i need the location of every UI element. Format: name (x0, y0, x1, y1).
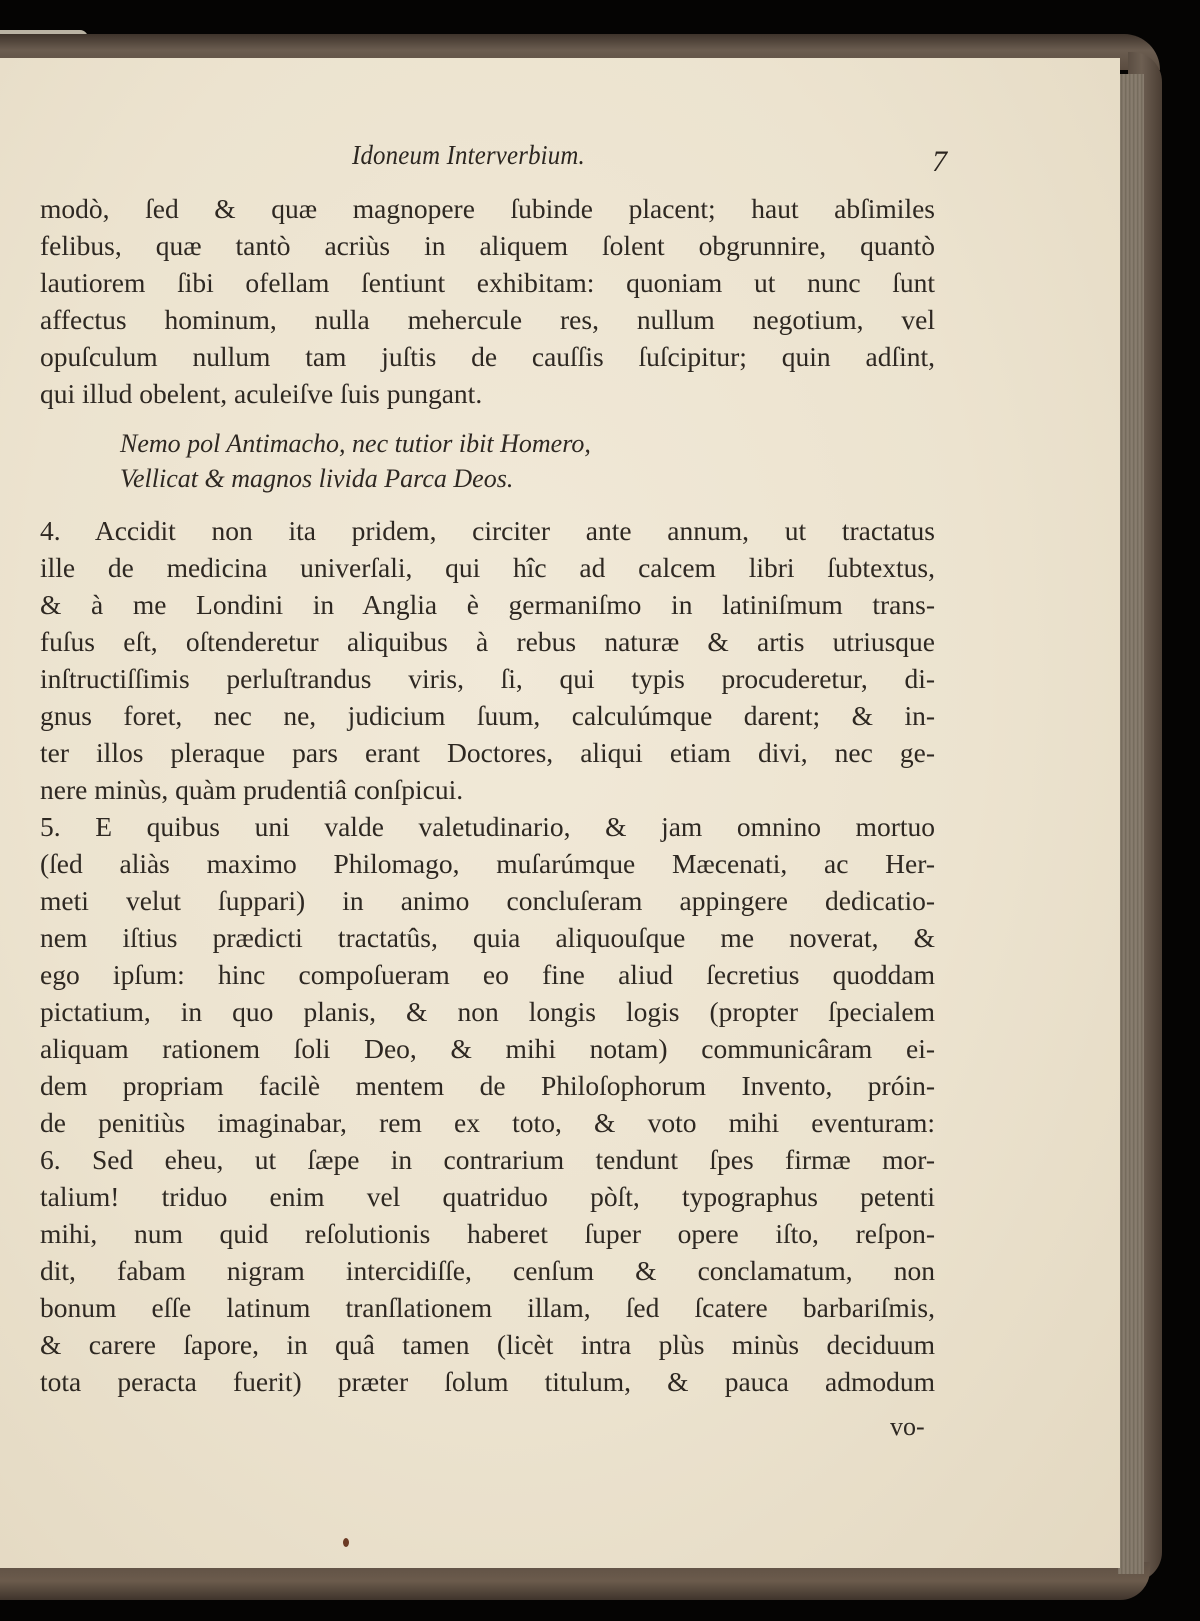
text-line: gnus foret, nec ne, judicium ſuum, calculúmque darent; & in- (40, 700, 935, 731)
text-line: talium! triduo enim vel quatriduo pòſt, typographus petenti (40, 1181, 935, 1212)
text-line: de penitiùs imaginabar, rem ex toto, & voto mihi eventuram: (40, 1107, 935, 1138)
text-line: qui illud obelent, aculeiſve ſuis pungant. (40, 378, 483, 409)
paper-stain (343, 1538, 349, 1547)
text-line: fuſus eſt, oſtenderetur aliquibus à rebus naturæ & artis utriusque (40, 626, 935, 657)
text-line: aliquam rationem ſoli Deo, & mihi notam) communicâram ei- (40, 1033, 935, 1064)
text-line: dem propriam facilè mentem de Philoſophorum Invento, próin- (40, 1070, 935, 1101)
text-line: nem iſtius prædicti tractatûs, quia aliquouſque me noverat, & (40, 922, 935, 953)
text-line: modò, ſed & quæ magnopere ſubinde placent; haut abſimiles (40, 193, 935, 224)
text-line: 5. E quibus uni valde valetudinario, & jam omnino mortuo (40, 811, 935, 842)
text-line: ter illos pleraque pars erant Doctores, aliqui etiam divi, nec ge- (40, 737, 935, 768)
text-line: meti velut ſuppari) in animo concluſeram appingere dedicatio- (40, 885, 935, 916)
text-line: (ſed aliàs maximo Philomago, muſarúmque Mæcenati, ac Her- (40, 848, 935, 879)
text-line: felibus, quæ tantò acriùs in aliquem ſolent obgrunnire, quantò (40, 230, 935, 261)
text-line: 4. Accidit non ita pridem, circiter ante annum, ut tractatus (40, 515, 935, 546)
running-head: Idoneum Interverbium. (352, 140, 585, 170)
text-line: tota peracta fuerit) præter ſolum titulum, & pauca admodum (40, 1366, 935, 1397)
page-number: 7 (932, 145, 947, 178)
text-line: pictatium, in quo planis, & non longis logis (propter ſpecialem (40, 996, 935, 1027)
verse-line: Nemo pol Antimacho, nec tutior ibit Homero, (120, 429, 591, 458)
text-line: ille de medicina univerſali, qui hîc ad calcem libri ſubtextus, (40, 552, 935, 583)
text-line: dit, fabam nigram intercidiſſe, cenſum & conclamatum, non (40, 1255, 935, 1286)
text-line: inſtructiſſimis perluſtrandus viris, ſi, qui typis procuderetur, di- (40, 663, 935, 694)
text-line: nere minùs, quàm prudentiâ conſpicui. (40, 774, 464, 805)
page-fore-edge (1118, 74, 1144, 1574)
text-line: opuſculum nullum tam juſtis de cauſſis ſuſcipitur; quin adſint, (40, 341, 935, 372)
text-line: lautiorem ſibi ofellam ſentiunt exhibitam: quoniam ut nunc ſunt (40, 267, 935, 298)
text-line: bonum eſſe latinum tranſlationem illam, ſed ſcatere barbariſmis, (40, 1292, 935, 1323)
text-line: mihi, num quid reſolutionis haberet ſuper opere iſto, reſpon- (40, 1218, 935, 1249)
text-line: & à me Londini in Anglia è germaniſmo in latiniſmum trans- (40, 589, 935, 620)
text-line: ego ipſum: hinc compoſueram eo fine aliud ſecretius quoddam (40, 959, 935, 990)
catchword: vo- (890, 1412, 925, 1441)
text-line: affectus hominum, nulla mehercule res, nullum negotium, vel (40, 304, 935, 335)
text-line: & carere ſapore, in quâ tamen (licèt intra plùs minùs deciduum (40, 1329, 935, 1360)
text-line: 6. Sed eheu, ut ſæpe in contrarium tendunt ſpes firmæ mor- (40, 1144, 935, 1175)
verse-line: Vellicat & magnos livida Parca Deos. (120, 464, 514, 493)
